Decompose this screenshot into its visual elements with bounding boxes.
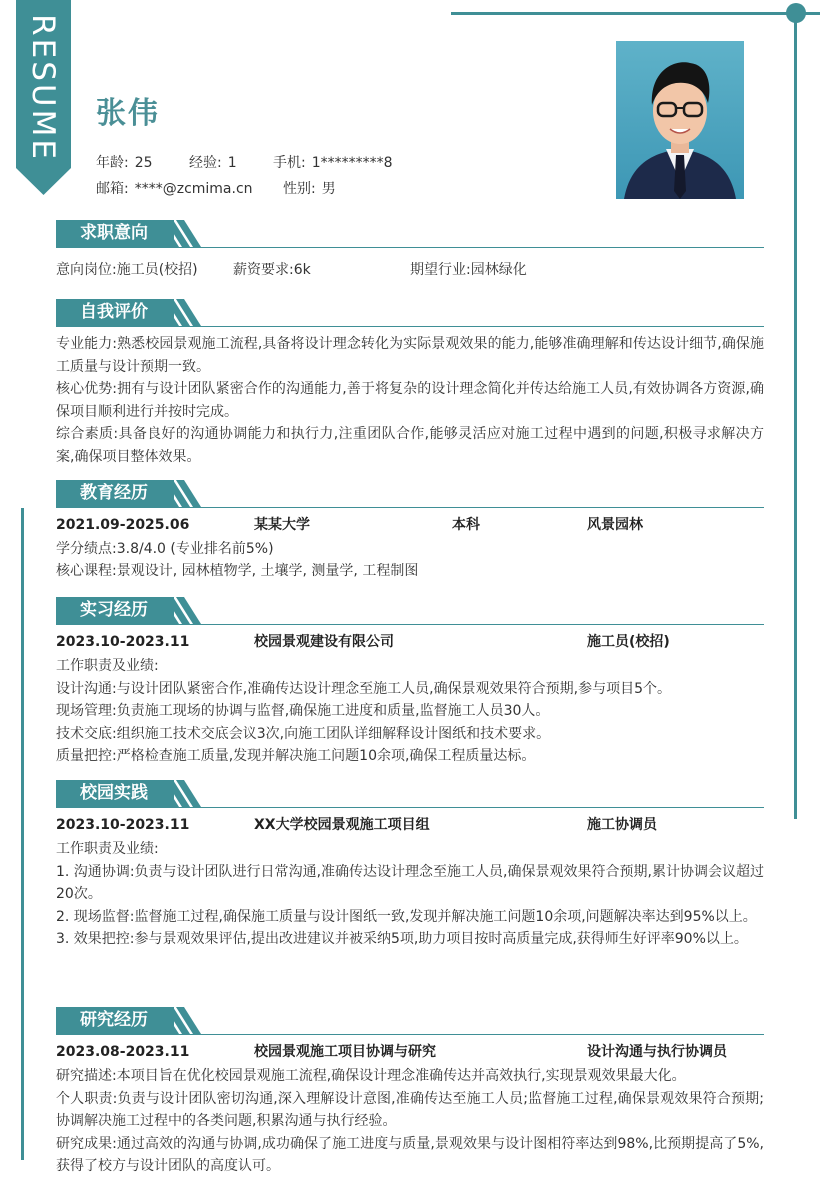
- campus-line: 1. 沟通协调:负责与设计团队进行日常沟通,准确传达设计理念至施工人员,确保景观效果符合预期,累计协调会议超过20次。: [56, 863, 764, 902]
- education-school: 某某大学: [254, 517, 310, 533]
- research-line: 研究描述:本项目旨在优化校园景观施工流程,确保设计理念准确传达并高效执行,实现景观效果最大化。: [56, 1068, 686, 1084]
- section-title-research: 研究经历: [56, 1007, 174, 1034]
- experience-label: 经验:: [189, 155, 222, 171]
- experience-value: 1: [227, 155, 237, 171]
- internship-details: [56, 655, 764, 768]
- internship-line: 设计沟通:与设计团队紧密合作,准确传达设计理念至施工人员,确保景观效果符合预期,参与项目5个。: [56, 680, 671, 697]
- section-slash-ornament: [154, 299, 206, 326]
- profile-photo: [616, 41, 744, 199]
- section-title-education: 教育经历: [56, 480, 174, 507]
- education-degree: 本科: [452, 517, 480, 533]
- research-date: 2023.08-2023.11: [56, 1044, 190, 1060]
- candidate-name: 张伟: [96, 96, 160, 131]
- section-title-self-eval: 自我评价: [56, 299, 174, 326]
- research-line: 个人职责:负责与设计团队密切沟通,深入理解设计意图,准确传达至施工人员;监督施工过程,确保景观效果符合预期;协调解决施工过程中的各类问题,积累沟通与执行经验。: [56, 1090, 764, 1129]
- section-slash-ornament: [154, 220, 206, 247]
- education-date: 2021.09-2025.06: [56, 517, 190, 533]
- section-header-self-eval: [56, 299, 764, 329]
- intent-salary: 薪资要求:6k: [233, 262, 311, 278]
- internship-line: 工作职责及业绩:: [56, 658, 159, 674]
- education-gpa: 学分绩点:3.8/4.0 (专业排名前5%): [56, 541, 274, 557]
- campus-line: 3. 效果把控:参与景观效果评估,提出改进建议并被采纳5项,助力项目按时高质量完成,获得师生好评率90%以上。: [56, 931, 748, 947]
- phone-label: 手机:: [273, 155, 306, 171]
- research-project: 校园景观施工项目协调与研究: [254, 1044, 436, 1060]
- internship-role: 施工员(校招): [587, 634, 670, 650]
- section-rule: [56, 507, 764, 508]
- section-title-intent: 求职意向: [56, 220, 174, 247]
- section-slash-ornament: [154, 480, 206, 507]
- self-eval-list: [56, 333, 764, 468]
- section-header-internship: [56, 597, 764, 627]
- gender-value: 男: [321, 181, 336, 197]
- campus-role: 施工协调员: [587, 817, 657, 833]
- phone-info: [273, 152, 393, 172]
- research-role: 设计沟通与执行协调员: [587, 1044, 727, 1060]
- age-label: 年龄:: [96, 155, 129, 171]
- portrait-illustration: [616, 41, 744, 199]
- campus-org: XX大学校园景观施工项目组: [254, 817, 430, 833]
- email-label: 邮箱:: [96, 181, 129, 197]
- section-title-campus: 校园实践: [56, 780, 174, 807]
- section-header-research: [56, 1007, 764, 1037]
- internship-date: 2023.10-2023.11: [56, 634, 190, 650]
- gender-label: 性别:: [283, 181, 316, 197]
- self-eval-item: 核心优势:拥有与设计团队紧密合作的沟通能力,善于将复杂的设计理念简化并传达给施工人员,有效协调各方资源,确保项目顺利进行并按时完成。: [56, 381, 764, 420]
- phone-value: 1*********8: [311, 155, 393, 171]
- intent-industry: 期望行业:园林绿化: [410, 262, 527, 278]
- section-slash-ornament: [154, 597, 206, 624]
- internship-line: 现场管理:负责施工现场的协调与监督,确保施工进度和质量,监督施工人员30人。: [56, 703, 550, 719]
- research-line: 研究成果:通过高效的沟通与协调,成功确保了施工进度与质量,景观效果与设计图相符率达到98%,比预期提高了5%,获得了校方与设计团队的高度认可。: [56, 1135, 764, 1174]
- experience-info: [189, 152, 237, 172]
- section-header-intent: [56, 220, 764, 250]
- section-title-internship: 实习经历: [56, 597, 174, 624]
- research-details: [56, 1065, 764, 1178]
- self-eval-item: 专业能力:熟悉校园景观施工流程,具备将设计理念转化为实际景观效果的能力,能够准确理解和传达设计细节,确保施工质量与设计预期一致。: [56, 336, 764, 375]
- section-rule: [56, 624, 764, 625]
- internship-line: 质量把控:严格检查施工质量,发现并解决施工问题10余项,确保工程质量达标。: [56, 748, 536, 764]
- email-value[interactable]: ****@zcmima.cn: [134, 181, 253, 197]
- age-value: 25: [134, 155, 153, 171]
- section-rule: [56, 247, 764, 248]
- section-rule: [56, 1034, 764, 1035]
- gender-info: [283, 178, 336, 198]
- intent-position: 意向岗位:施工员(校招): [56, 262, 198, 278]
- section-header-campus: [56, 780, 764, 810]
- section-rule: [56, 807, 764, 808]
- left-border-line: [21, 508, 24, 1160]
- resume-ribbon-text: RESUME: [25, 14, 61, 162]
- campus-line: 工作职责及业绩:: [56, 841, 159, 857]
- campus-date: 2023.10-2023.11: [56, 817, 190, 833]
- campus-line: 2. 现场监督:监督施工过程,确保施工质量与设计图纸一致,发现并解决施工问题10余项,问题解决率达到95%以上。: [56, 908, 757, 925]
- education-courses: 核心课程:景观设计, 园林植物学, 土壤学, 测量学, 工程制图: [56, 563, 419, 579]
- internship-line: 技术交底:组织施工技术交底会议3次,向施工团队详细解释设计图纸和技术要求。: [56, 725, 551, 742]
- top-divider: [451, 12, 820, 15]
- section-slash-ornament: [154, 780, 206, 807]
- right-border-line: [794, 14, 797, 819]
- section-slash-ornament: [154, 1007, 206, 1034]
- self-eval-item: 综合素质:具备良好的沟通协调能力和执行力,注重团队合作,能够灵活应对施工过程中遇到的问题,积极寻求解决方案,确保项目整体效果。: [56, 426, 764, 465]
- campus-details: [56, 838, 764, 951]
- email-info: [96, 178, 253, 198]
- section-rule: [56, 326, 764, 327]
- internship-company: 校园景观建设有限公司: [254, 634, 394, 650]
- age-info: [96, 152, 153, 172]
- education-major: 风景园林: [587, 517, 643, 533]
- section-header-education: [56, 480, 764, 510]
